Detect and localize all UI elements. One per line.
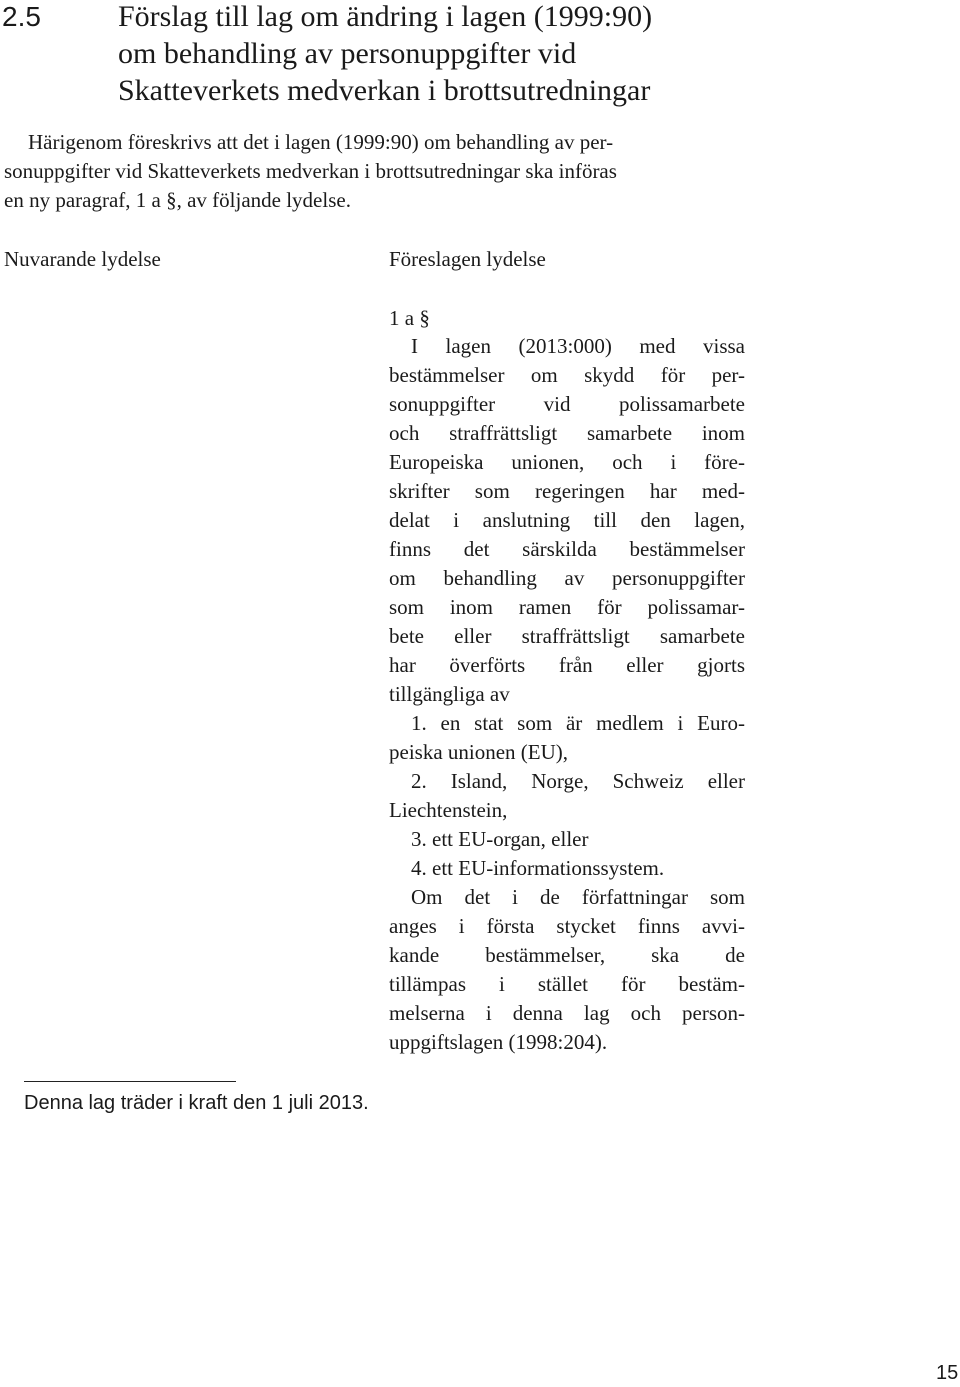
list-item: 2. Island, Norge, Schweiz eller bbox=[411, 769, 745, 793]
section-title-line: om behandling av personuppgifter vid bbox=[118, 37, 577, 70]
paragraph-mark: 1 a § bbox=[389, 306, 430, 330]
text-line: bestämmelser om skydd för per- bbox=[389, 363, 745, 387]
intro-line: sonuppgifter vid Skatteverkets medverkan i brottsutredningar ska införas bbox=[4, 159, 617, 183]
text-line: Europeiska unionen, och i före- bbox=[389, 450, 745, 474]
intro-paragraph bbox=[4, 128, 764, 215]
intro-line: en ny paragraf, 1 a §, av följande lydelse. bbox=[4, 188, 351, 212]
text-line: kande bestämmelser, ska de bbox=[389, 943, 745, 967]
section-number: 2.5 bbox=[2, 1, 41, 32]
text-line: om behandling av personuppgifter bbox=[389, 566, 745, 590]
text-line: melserna i denna lag och person- bbox=[389, 1001, 745, 1025]
list-item: 4. ett EU-informationssystem. bbox=[411, 856, 665, 880]
text-line: finns det särskilda bestämmelser bbox=[389, 537, 745, 561]
text-line: sonuppgifter vid polissamarbete bbox=[389, 392, 745, 416]
text-line: tillämpas i stället för bestäm- bbox=[389, 972, 745, 996]
effective-date-note: Denna lag träder i kraft den 1 juli 2013. bbox=[24, 1092, 369, 1114]
text-line: delat i anslutning till den lagen, bbox=[389, 508, 745, 532]
text-line: som inom ramen för polissamar- bbox=[389, 595, 745, 619]
section-title bbox=[118, 0, 878, 109]
text-line: Om det i de författningar som bbox=[411, 885, 745, 909]
section-title-line: Skatteverkets medverkan i brottsutredningar bbox=[118, 74, 651, 107]
text-line: har överförts från eller gjorts bbox=[389, 653, 745, 677]
section-title-line: Förslag till lag om ändring i lagen (1999:90) bbox=[118, 0, 653, 33]
column-header-current: Nuvarande lydelse bbox=[4, 247, 161, 271]
text-line: skrifter som regeringen har med- bbox=[389, 479, 745, 503]
text-line: bete eller straffrättsligt samarbete bbox=[389, 624, 745, 648]
text-line: Liechtenstein, bbox=[389, 798, 508, 822]
text-line: uppgiftslagen (1998:204). bbox=[389, 1030, 608, 1054]
list-item: 3. ett EU-organ, eller bbox=[411, 827, 589, 851]
proposed-text bbox=[389, 332, 745, 1057]
text-line: I lagen (2013:000) med vissa bbox=[411, 334, 745, 358]
text-line: peiska unionen (EU), bbox=[389, 740, 569, 764]
column-header-proposed: Föreslagen lydelse bbox=[389, 247, 546, 271]
section-heading bbox=[0, 0, 960, 118]
footnote-rule bbox=[24, 1081, 236, 1082]
text-line: anges i första stycket finns avvi- bbox=[389, 914, 745, 938]
intro-line: Härigenom föreskrivs att det i lagen (1999:90) om behandling av per- bbox=[28, 130, 614, 154]
list-item: 1. en stat som är medlem i Euro- bbox=[411, 711, 745, 735]
text-line: och straffrättsligt samarbete inom bbox=[389, 421, 745, 445]
page-number: 15 bbox=[936, 1362, 959, 1384]
text-line: tillgängliga av bbox=[389, 682, 510, 706]
